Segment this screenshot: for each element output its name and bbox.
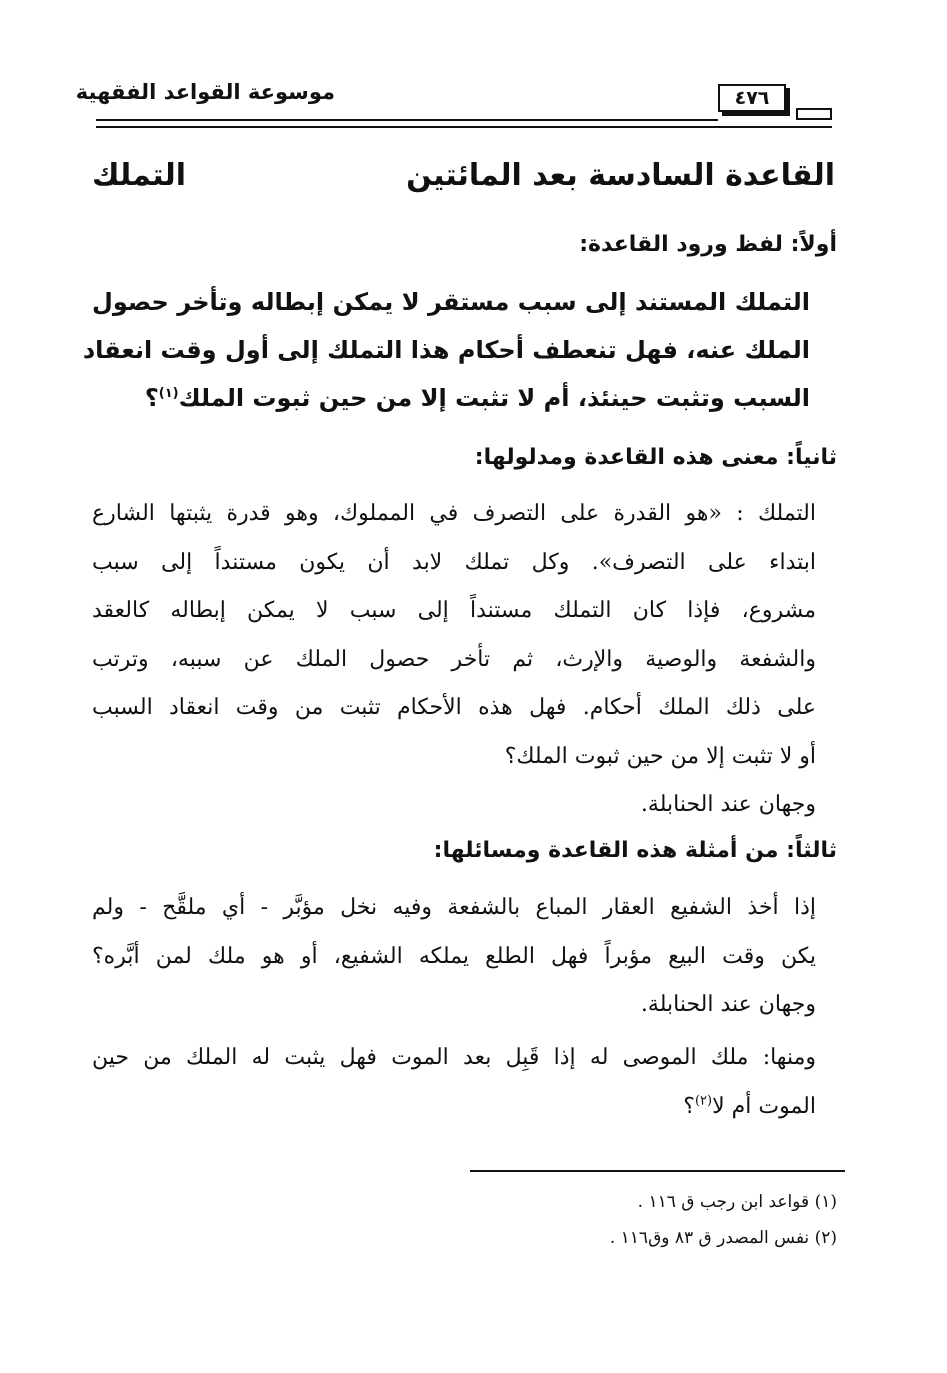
meaning-line: وجهان عند الحنابلة. <box>640 792 816 817</box>
footnote-ref-1: (١) <box>158 386 179 401</box>
header-rule-thick <box>96 119 718 121</box>
question-mark: ؟ <box>683 1093 695 1119</box>
example-line: يكن وقت البيع مؤبراً فهل الطلع يملكه الشفيع، أو هو ملك لمن أبَّره؟ <box>92 943 816 969</box>
footnote-1: (١) قواعد ابن رجب ق ١١٦ . <box>637 1192 837 1212</box>
example-line-text: الموت أم لا <box>712 1093 816 1119</box>
meaning-line: ابتداء على التصرف». وكل تملك لابد أن يكون مستنداً إلى سبب <box>92 549 816 575</box>
meaning-line: مشروع، فإذا كان التملك مستنداً إلى سبب لا يمكن إبطاله كالعقد <box>92 598 816 623</box>
footnote-ref-2: (٢) <box>694 1093 713 1109</box>
rule-topic: التملك <box>92 158 187 193</box>
meaning-line: على ذلك الملك أحكام. فهل هذه الأحكام تثبت من وقت انعقاد السبب <box>92 695 816 720</box>
header-ornament-box <box>796 108 832 120</box>
rule-wording-line <box>92 374 810 422</box>
section-heading-examples: ثالثاً: من أمثلة هذه القاعدة ومسائلها: <box>433 838 837 863</box>
example-line: ومنها: ملك الموصى له إذا قَبِل بعد الموت فهل يثبت له الملك من حين <box>92 1045 816 1070</box>
rule-wording-line-text: السبب وتثبت حينئذ، أم لا تثبت إلا من حين ثبوت الملك <box>178 384 810 412</box>
example-line <box>92 1083 816 1132</box>
rule-title: القاعدة السادسة بعد المائتين <box>406 158 835 193</box>
page-number: ٤٧٦ <box>718 84 786 112</box>
running-header-title: موسوعة القواعد الفقهية <box>75 80 335 104</box>
example-paragraph-2 <box>92 1034 816 1131</box>
rule-wording-paragraph <box>82 278 810 422</box>
meaning-line: والشفعة والوصية والإرث، ثم تأخر حصول الملك عن سببه، وترتب <box>92 646 816 672</box>
rule-wording-line: التملك المستند إلى سبب مستقر لا يمكن إبطاله وتأخر حصول <box>92 288 810 316</box>
example-paragraph-1 <box>92 884 816 1030</box>
section-heading-meaning: ثانياً: معنى هذه القاعدة ومدلولها: <box>474 445 837 470</box>
footnote-2: (٢) نفس المصدر ق ٨٣ وق١١٦ . <box>609 1228 837 1248</box>
example-line: إذا أخذ الشفيع العقار المباع بالشفعة وفيه نخل مؤبَّر - أي ملقَّح - ولم <box>92 895 816 920</box>
meaning-line: أو لا تثبت إلا من حين ثبوت الملك؟ <box>504 743 816 769</box>
header-rule-thin <box>96 126 832 128</box>
footnote-separator <box>470 1170 845 1172</box>
rule-wording-line: الملك عنه، فهل تنعطف أحكام هذا التملك إلى أول وقت انعقاد <box>82 336 810 364</box>
example-line: وجهان عند الحنابلة. <box>640 992 816 1017</box>
meaning-paragraph <box>92 490 816 830</box>
question-mark: ؟ <box>144 384 159 412</box>
section-heading-wording: أولاً: لفظ ورود القاعدة: <box>579 232 837 257</box>
meaning-line: التملك : «هو القدرة على التصرف في المملوك، وهو قدرة يثبتها الشارع <box>92 501 816 526</box>
